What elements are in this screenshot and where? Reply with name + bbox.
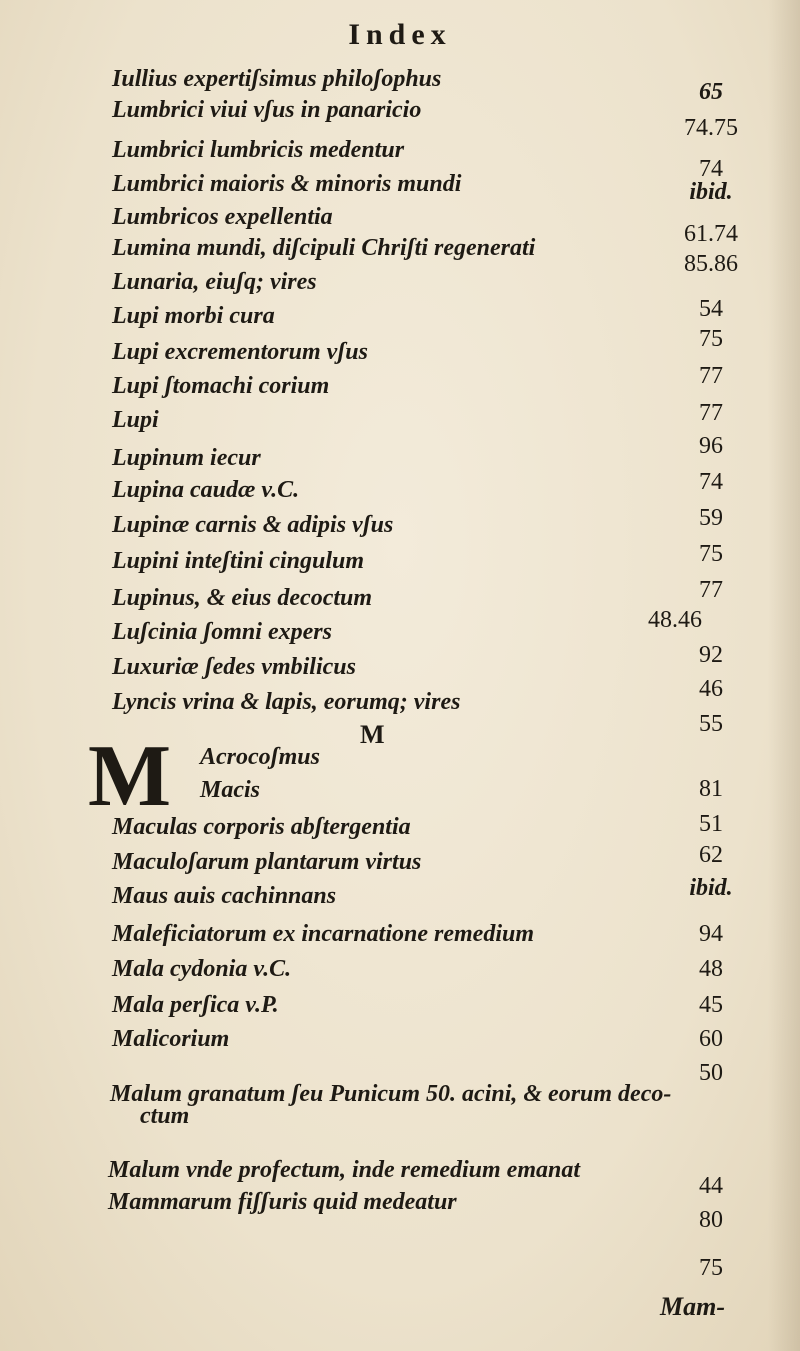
page-reference: 55	[699, 711, 723, 737]
index-entry: Maleficiatorum ex incarnatione remedium	[112, 921, 535, 947]
index-entry: Lupinus, & eius decoctum	[112, 585, 373, 611]
page-reference: 51	[699, 811, 723, 837]
page-reference: 65	[699, 79, 723, 105]
index-entry: Luxuriæ ʃedes vmbilicus	[112, 654, 356, 680]
index-entry: Maculoʃarum plantarum virtus	[112, 849, 422, 875]
page-reference: 75	[699, 326, 723, 352]
page-reference: 75	[699, 541, 723, 567]
index-entry: Maus auis cachinnans	[112, 883, 337, 909]
index-entry: Luʃcinia ʃomni expers	[112, 619, 332, 645]
page-reference: 74	[699, 156, 723, 182]
page-reference: 77	[699, 363, 723, 389]
page-reference: ibid.	[689, 179, 733, 205]
index-entry: Lupinæ carnis & adipis vʃus	[112, 512, 394, 538]
page-reference: 61.74	[684, 221, 738, 247]
page-reference: 50	[699, 1060, 723, 1086]
page-header: Index	[348, 18, 452, 51]
index-entry: Lupina caudæ v.C.	[112, 477, 300, 503]
index-entry: Lupinum iecur	[112, 445, 261, 471]
page-reference: 60	[699, 1026, 723, 1052]
index-entry: ctum	[140, 1103, 190, 1129]
index-entry: Mala perʃica v.P.	[112, 992, 279, 1018]
page-reference: 74.75	[684, 115, 738, 141]
page-reference: 75	[699, 1255, 723, 1281]
index-entry: Lupi morbi cura	[112, 303, 275, 329]
page-reference: 96	[699, 433, 723, 459]
index-entry: Mammarum fiʃʃuris quid medeatur	[108, 1189, 457, 1215]
index-entry: Malum vnde profectum, inde remedium emanat	[108, 1157, 580, 1183]
page-reference: 44	[699, 1173, 723, 1199]
page-reference: 54	[699, 296, 723, 322]
page-reference: 46	[699, 676, 723, 702]
index-entry: Lupi	[112, 407, 159, 433]
page-reference: 48	[699, 956, 723, 982]
index-entry: Mala cydonia v.C.	[112, 956, 292, 982]
page-reference: 45	[699, 992, 723, 1018]
page-reference: 48.46	[648, 607, 702, 633]
page-reference: 77	[699, 577, 723, 603]
index-entry: Lumbrici lumbricis medentur	[112, 137, 405, 163]
index-entry: Iullius expertiʃsimus philoʃophus	[112, 66, 442, 92]
index-entry: Lumbricos expellentia	[112, 204, 333, 230]
page-reference: 94	[699, 921, 723, 947]
page-reference: ibid.	[689, 875, 733, 901]
page-reference: 92	[699, 642, 723, 668]
index-entry: Lumina mundi, diʃcipuli Chriʃti regenerati	[112, 235, 536, 261]
index-entry: Lunaria, eiuʃq; vires	[112, 269, 317, 295]
index-entry: Maculas corporis abʃtergentia	[112, 814, 411, 840]
page-reference: 81	[699, 776, 723, 802]
index-entry: Lupini inteʃtini cingulum	[112, 548, 365, 574]
page-edge-shadow	[768, 0, 800, 1351]
drop-cap: M	[88, 728, 172, 825]
page-reference: 74	[699, 469, 723, 495]
index-entry: Malum granatum ʃeu Punicum 50. acini, & eorum deco-	[110, 1081, 672, 1107]
page-reference: 59	[699, 505, 723, 531]
index-entry: Lyncis vrina & lapis, eorumq; vires	[112, 689, 461, 715]
page-reference: 62	[699, 842, 723, 868]
index-entry: Lumbrici maioris & minoris mundi	[112, 171, 462, 197]
index-entry: Lumbrici viui vʃus in panaricio	[112, 97, 422, 123]
catchword: Mam-	[660, 1292, 725, 1321]
page-reference: 85.86	[684, 251, 738, 277]
page-reference: 80	[699, 1207, 723, 1233]
section-letter: M	[360, 720, 385, 749]
index-entry: Lupi ʃtomachi corium	[112, 373, 330, 399]
index-entry: Malicorium	[112, 1026, 230, 1052]
index-entry: Macis	[200, 777, 260, 803]
index-entry: Acrocoʃmus	[200, 744, 320, 770]
index-entry: Lupi excrementorum vʃus	[112, 339, 368, 365]
page-reference: 77	[699, 400, 723, 426]
